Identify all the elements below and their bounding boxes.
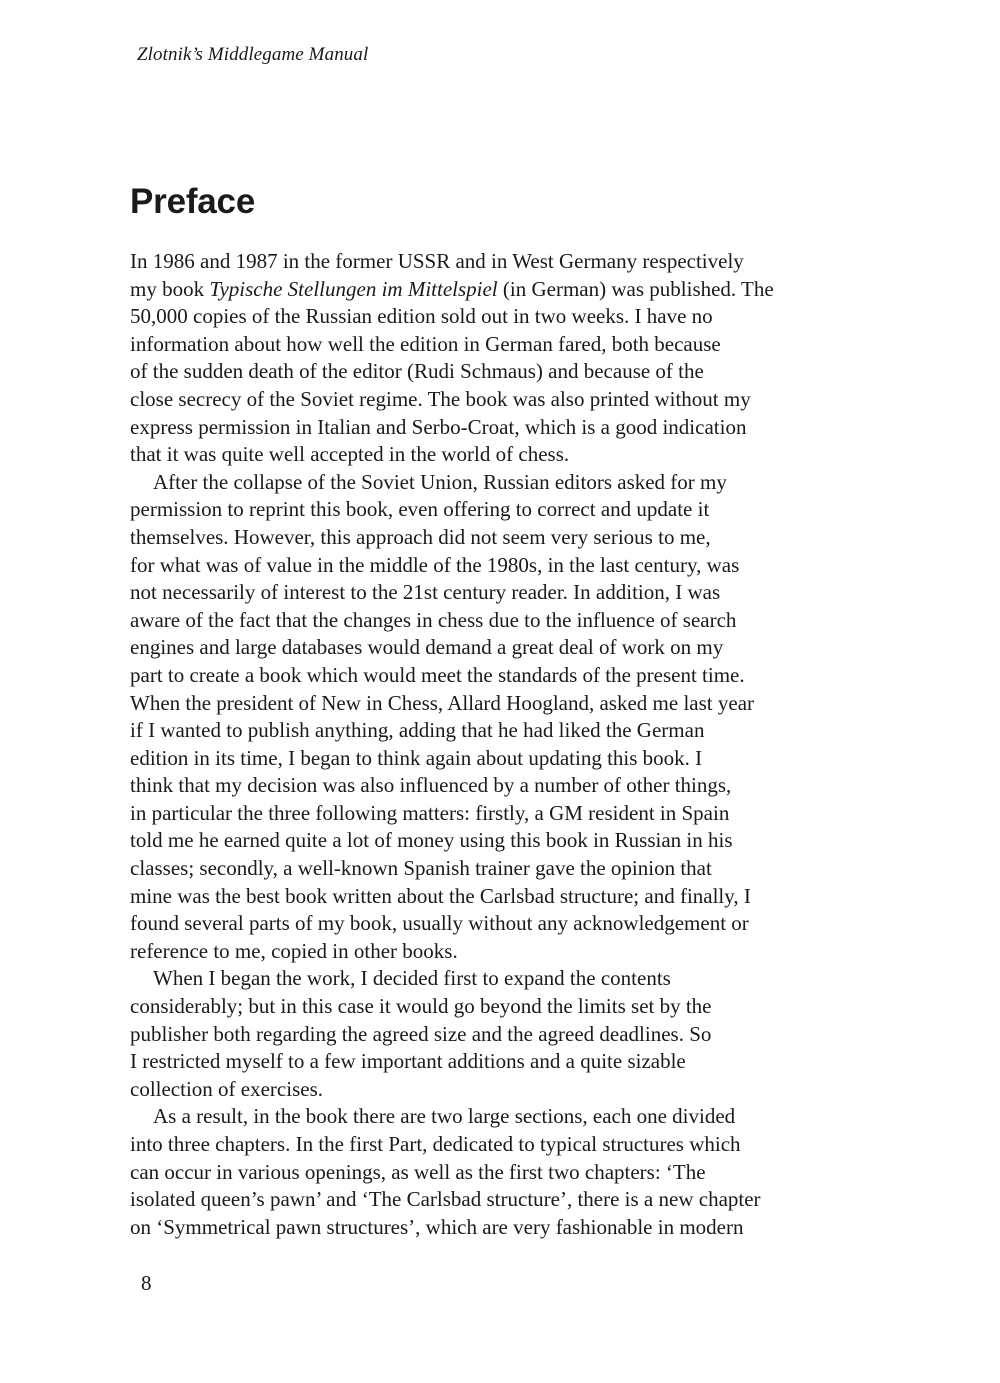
- text-line: if I wanted to publish anything, adding that he had liked the German: [130, 718, 705, 743]
- text-line: express permission in Italian and Serbo-Croat, which is a good indication: [130, 414, 747, 439]
- text-line: 50,000 copies of the Russian edition sold out in two weeks. I have no: [130, 304, 713, 329]
- paragraph-1: [130, 248, 870, 469]
- text-line: When the president of New in Chess, Allard Hoogland, asked me last year: [130, 690, 755, 715]
- text-line: part to create a book which would meet the standards of the present time.: [130, 662, 745, 687]
- text-segment: (in German) was published. The: [497, 276, 774, 301]
- text-line: isolated queen’s pawn’ and ‘The Carlsbad structure’, there is a new chapter: [130, 1187, 761, 1212]
- text-line: that it was quite well accepted in the world of chess.: [130, 442, 570, 467]
- text-line: classes; secondly, a well-known Spanish trainer gave the opinion that: [130, 856, 712, 881]
- text-line: told me he earned quite a lot of money using this book in Russian in his: [130, 828, 733, 853]
- text-line: found several parts of my book, usually without any acknowledgement or: [130, 911, 749, 936]
- text-line: reference to me, copied in other books.: [130, 938, 458, 963]
- text-line: mine was the best book written about the Carlsbad structure; and finally, I: [130, 883, 751, 908]
- text-line: think that my decision was also influenced by a number of other things,: [130, 773, 732, 798]
- text-line: publisher both regarding the agreed size and the agreed deadlines. So: [130, 1021, 712, 1046]
- paragraph-2: [130, 469, 870, 966]
- text-line: engines and large databases would demand a great deal of work on my: [130, 635, 724, 660]
- text-line: in particular the three following matters: firstly, a GM resident in Spain: [130, 800, 730, 825]
- text-line: permission to reprint this book, even offering to correct and update it: [130, 497, 710, 522]
- text-line: considerably; but in this case it would go beyond the limits set by the: [130, 994, 712, 1019]
- text-line: I restricted myself to a few important additions and a quite sizable: [130, 1049, 686, 1074]
- text-line: edition in its time, I began to think again about updating this book. I: [130, 745, 703, 770]
- chapter-title: Preface: [130, 182, 256, 221]
- text-line: [130, 276, 870, 304]
- text-line: close secrecy of the Soviet regime. The book was also printed without my: [130, 386, 751, 411]
- book-title-italic: Typische Stellungen im Mittelspiel: [209, 276, 498, 301]
- running-head: Zlotnik’s Middlegame Manual: [137, 44, 369, 65]
- text-line: When I began the work, I decided first to expand the contents: [153, 966, 671, 991]
- text-line: As a result, in the book there are two large sections, each one divided: [153, 1104, 736, 1129]
- body-text: [130, 248, 870, 1241]
- text-line: themselves. However, this approach did not seem very serious to me,: [130, 524, 711, 549]
- text-line: information about how well the edition in German fared, both because: [130, 331, 721, 356]
- text-line: can occur in various openings, as well as the first two chapters: ‘The: [130, 1159, 706, 1184]
- text-line: After the collapse of the Soviet Union, Russian editors asked for my: [153, 469, 727, 494]
- text-line: In 1986 and 1987 in the former USSR and in West Germany respectively: [130, 249, 744, 273]
- page-number: 8: [141, 1271, 152, 1295]
- text-line: collection of exercises.: [130, 1076, 323, 1101]
- text-line: of the sudden death of the editor (Rudi Schmaus) and because of the: [130, 359, 704, 384]
- text-line: for what was of value in the middle of the 1980s, in the last century, was: [130, 552, 740, 577]
- text-segment: my book: [130, 276, 210, 301]
- text-line: on ‘Symmetrical pawn structures’, which are very fashionable in modern: [130, 1214, 744, 1239]
- text-line: aware of the fact that the changes in chess due to the influence of search: [130, 607, 737, 632]
- paragraph-4: [130, 1103, 870, 1241]
- paragraph-3: [130, 965, 870, 1103]
- text-line: not necessarily of interest to the 21st century reader. In addition, I was: [130, 580, 721, 605]
- text-line: into three chapters. In the first Part, dedicated to typical structures which: [130, 1132, 741, 1156]
